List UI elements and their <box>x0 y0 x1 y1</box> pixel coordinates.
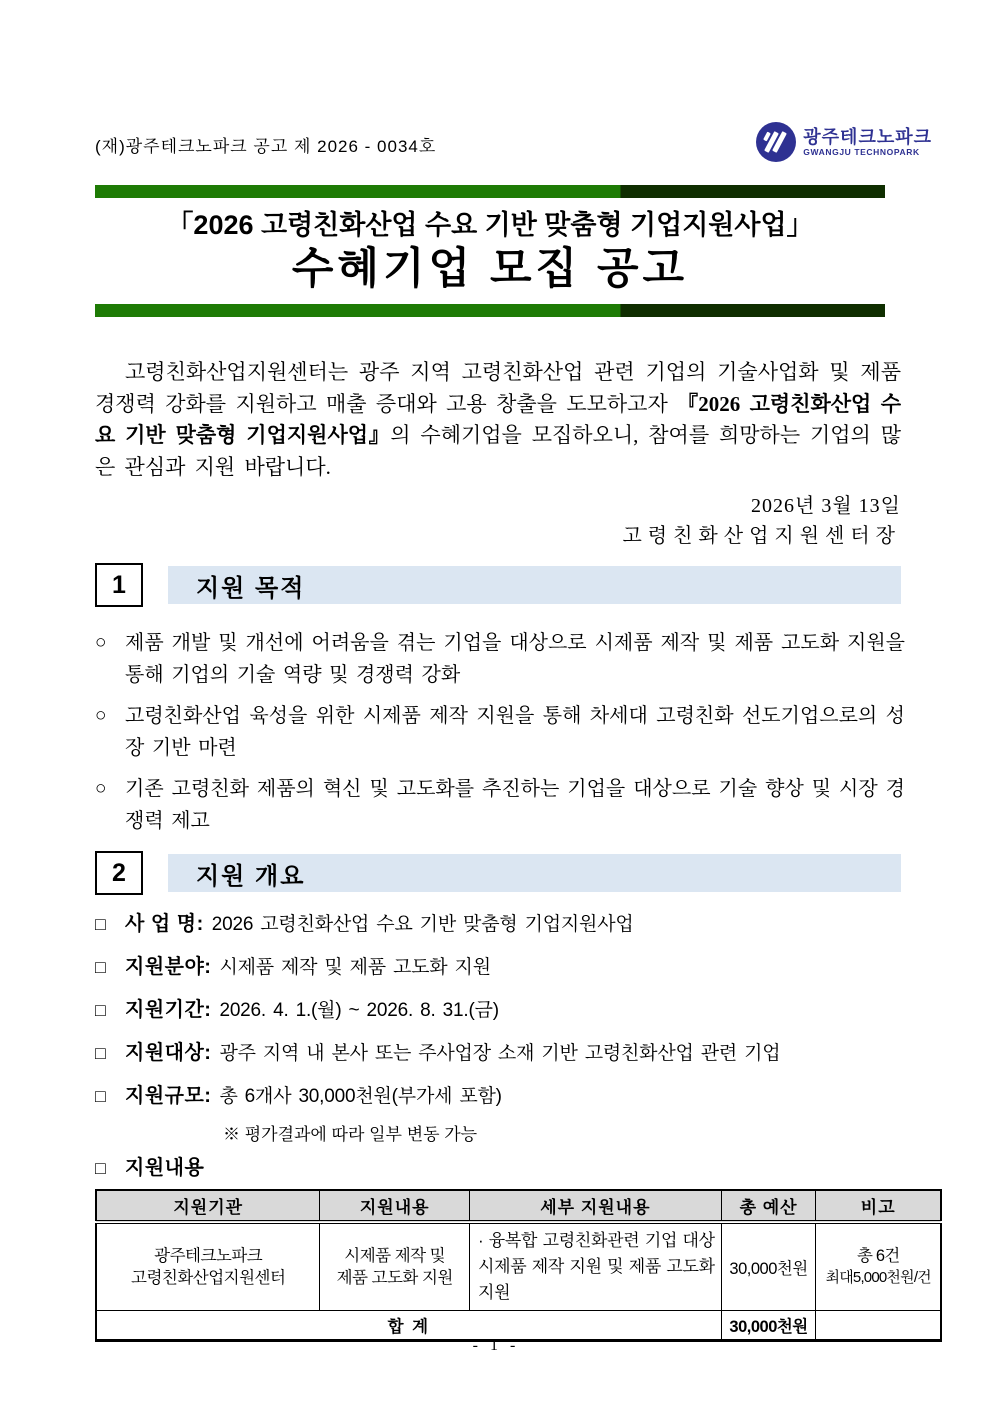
item-support-field <box>95 954 905 981</box>
technopark-logo <box>756 122 932 162</box>
square-bullet-marker: □ <box>95 914 106 934</box>
detail-text: · 융복합 고령친화관련 기업 대상 시제품 제작 지원 및 제품 고도화 지원 <box>477 1231 715 1302</box>
intro-text-post: 의 수혜기업을 모집하오니, 참여를 희망하는 기업의 많은 관심과 지원 바랍니다. <box>95 423 901 479</box>
total-budget: 30,000천원 <box>721 1311 816 1341</box>
circle-bullet-marker: ○ <box>95 778 107 799</box>
banner-top-bar <box>95 185 885 198</box>
content-line-2: 제품 고도화 지원 <box>336 1269 453 1287</box>
table-header-row <box>96 1190 941 1222</box>
item-business-name <box>95 911 905 938</box>
total-label: 합 계 <box>96 1311 721 1341</box>
item-label: 지원기간: <box>125 999 212 1021</box>
item-value: 시제품 제작 및 제품 고도화 지원 <box>219 957 491 978</box>
section-1-title: 지원 목적 <box>168 566 901 604</box>
section-1-number-box: 1 <box>95 563 143 607</box>
bullet-text-3: 기존 고령친화 제품의 혁신 및 고도화를 추진하는 기업을 대상으로 기술 향상 및 시장 경쟁력 제고 <box>125 778 905 832</box>
bullet-item-1 <box>95 627 905 691</box>
col-header-detail: 세부 지원내용 <box>469 1190 721 1222</box>
item-value: 광주 지역 내 본사 또는 주사업장 소재 기반 고령친화산업 관련 기업 <box>219 1043 781 1064</box>
item-support-scale <box>95 1083 905 1110</box>
bullet-item-2 <box>95 700 905 764</box>
note-line-2: 최대5,000천원/건 <box>825 1269 931 1286</box>
org-line-1: 광주테크노파크 <box>154 1247 263 1265</box>
square-bullet-marker: □ <box>95 1000 106 1020</box>
bullet-text-2: 고령친화산업 육성을 위한 시제품 제작 지원을 통해 차세대 고령친화 선도기업으로의 성장 기반 마련 <box>125 705 905 759</box>
circle-bullet-marker: ○ <box>95 705 107 726</box>
content-line-1: 시제품 제작 및 <box>344 1247 446 1265</box>
total-note-empty <box>816 1311 941 1341</box>
section-1-bullets <box>95 627 905 837</box>
cell-budget: 30,000천원 <box>721 1222 816 1311</box>
item-label: 지원분야: <box>125 956 212 978</box>
cell-detail <box>469 1222 721 1311</box>
announcement-signer: 고령친화산업지원센터장 <box>622 525 901 547</box>
note-line-1: 총 6건 <box>856 1247 900 1265</box>
doc-number: (재)광주테크노파크 공고 제 2026 - 0034호 <box>95 137 437 156</box>
item-label: 사 업 명: <box>125 913 204 935</box>
col-header-content: 지원내용 <box>320 1190 470 1222</box>
square-bullet-marker: □ <box>95 1158 106 1178</box>
square-bullet-marker: □ <box>95 1086 106 1106</box>
org-line-2: 고령친화산업지원센터 <box>131 1269 286 1287</box>
logo-korean-text: 광주테크노파크 <box>803 126 932 147</box>
page-number: - 1 - <box>472 1337 520 1354</box>
table-total-row <box>96 1311 941 1341</box>
square-bullet-marker: □ <box>95 1043 106 1063</box>
col-header-budget: 총 예산 <box>721 1190 816 1222</box>
banner-subtitle: 「2026 고령친화산업 수요 기반 맞춤형 기업지원사업」 <box>166 210 814 240</box>
section-2-header <box>95 851 901 895</box>
announcement-date: 2026년 3월 13일 <box>751 495 901 517</box>
page-header <box>95 128 942 178</box>
item-value: 총 6개사 30,000천원(부가세 포함) <box>219 1086 502 1107</box>
cell-org <box>96 1222 320 1311</box>
item-support-content <box>95 1155 905 1181</box>
logo-english-text: GWANGJU TECHNOPARK <box>803 146 920 157</box>
intro-text-pre: 고령친화산업지원센터는 광주 지역 고령친화산업 관련 기업의 기술사업화 및 제품 경쟁력 강화를 지원하고 매출 증대와 고용 창출을 도모하고자 <box>95 360 901 416</box>
logo-text <box>803 127 932 158</box>
banner-title: 수혜기업 모집 공고 <box>291 245 689 293</box>
cell-content <box>320 1222 470 1311</box>
bullet-item-3 <box>95 773 905 837</box>
item-label: 지원대상: <box>125 1042 212 1064</box>
section-2-items <box>95 911 905 1181</box>
support-content-table <box>95 1189 942 1342</box>
intro-paragraph <box>95 357 901 483</box>
intro-emphasis: 『2026 고령친화산업 수요 기반 맞춤형 기업지원사업』 <box>95 391 901 447</box>
section-1-header <box>95 563 901 607</box>
signature-block <box>95 491 901 551</box>
section-2-number-box: 2 <box>95 851 143 895</box>
item-label: 지원규모: <box>125 1085 212 1107</box>
banner-bottom-bar <box>95 304 885 317</box>
item-value: 2026. 4. 1.(월) ~ 2026. 8. 31.(금) <box>219 1000 499 1021</box>
item-support-target <box>95 1040 905 1067</box>
section-2-title: 지원 개요 <box>168 854 901 892</box>
table-row <box>96 1222 941 1311</box>
col-header-org: 지원기관 <box>96 1190 320 1222</box>
col-header-note: 비고 <box>816 1190 941 1222</box>
item-support-period <box>95 997 905 1024</box>
square-bullet-marker: □ <box>95 957 106 977</box>
item-label: 지원내용 <box>125 1157 205 1179</box>
circle-bullet-marker: ○ <box>95 632 107 653</box>
technopark-logo-icon <box>756 122 796 162</box>
support-scale-note: ※ 평가결과에 따라 일부 변동 가능 <box>223 1125 478 1144</box>
bullet-text-1: 제품 개발 및 개선에 어려움을 겪는 기업을 대상으로 시제품 제작 및 제품 고도화 지원을 통해 기업의 기술 역량 및 경쟁력 강화 <box>125 632 905 686</box>
title-banner <box>95 185 885 317</box>
cell-note <box>816 1222 941 1311</box>
item-value: 2026 고령친화산업 수요 기반 맞춤형 기업지원사업 <box>211 914 634 935</box>
